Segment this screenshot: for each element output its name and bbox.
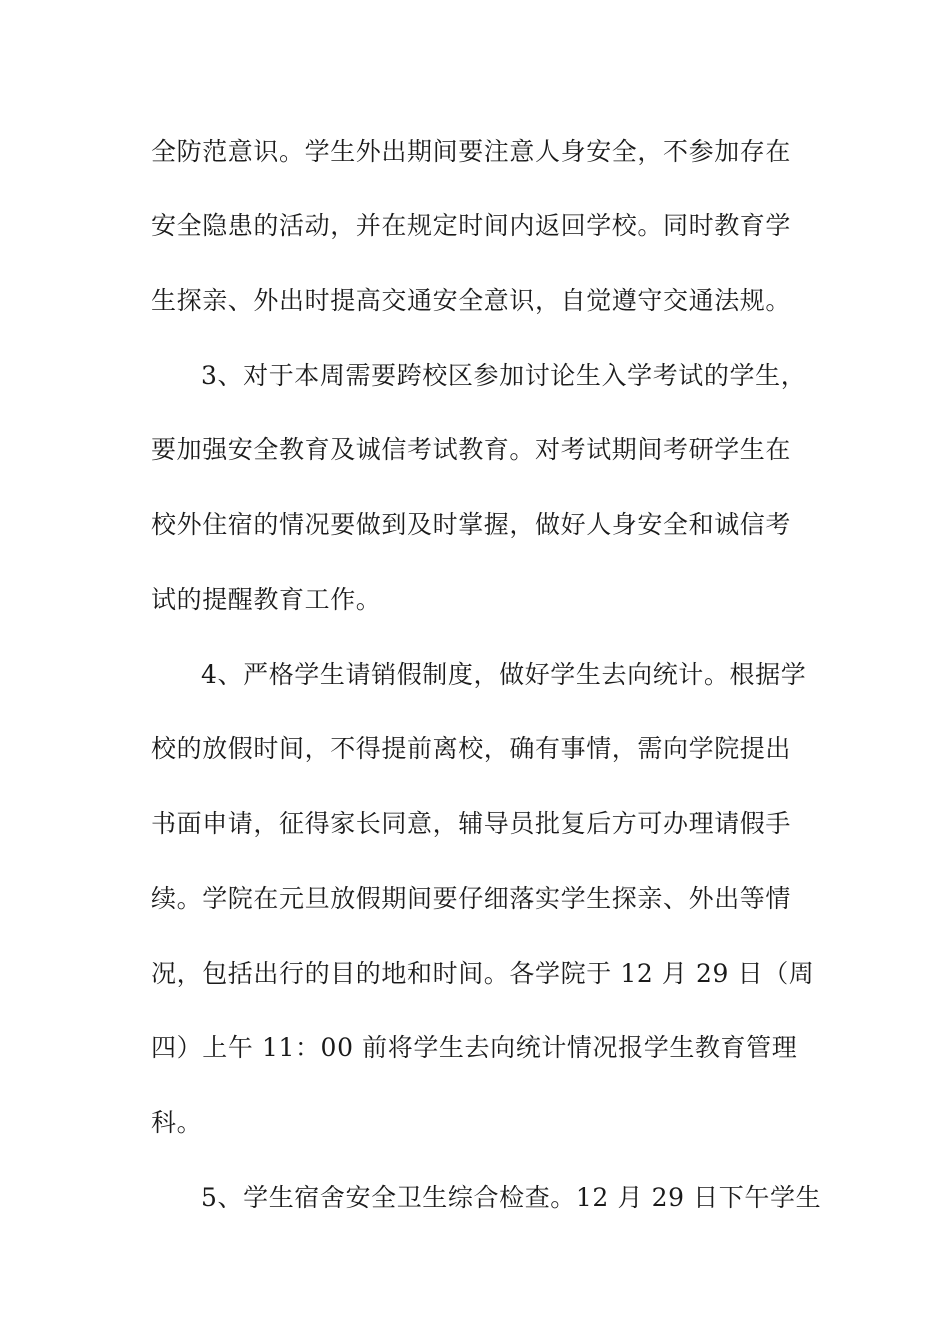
paragraph-3-start: 3、对于本周需要跨校区参加讨论生入学考试的学生， xyxy=(201,361,807,390)
text-line: 生探亲、外出时提高交通安全意识，自觉遵守交通法规。 xyxy=(151,286,792,315)
text-line: 续。学院在元旦放假期间要仔细落实学生探亲、外出等情 xyxy=(151,884,792,913)
paragraph-4-start: 4、严格学生请销假制度，做好学生去向统计。根据学 xyxy=(201,660,807,689)
text-line: 校的放假时间，不得提前离校，确有事情，需向学院提出 xyxy=(151,734,792,763)
text-line: 科。 xyxy=(151,1108,203,1137)
text-line: 全防范意识。学生外出期间要注意人身安全，不参加存在 xyxy=(151,137,792,166)
text-line: 试的提醒教育工作。 xyxy=(151,585,382,614)
paragraph-5-start: 5、学生宿舍安全卫生综合检查。12 月 29 日下午学生 xyxy=(201,1183,822,1212)
text-line: 安全隐患的活动，并在规定时间内返回学校。同时教育学 xyxy=(151,211,792,240)
text-line: 四）上午 11：00 前将学生去向统计情况报学生教育管理 xyxy=(151,1033,798,1062)
text-line: 书面申请，征得家长同意，辅导员批复后方可办理请假手 xyxy=(151,809,792,838)
text-line: 况，包括出行的目的地和时间。各学院于 12 月 29 日（周 xyxy=(151,959,815,988)
text-line: 要加强安全教育及诚信考试教育。对考试期间考研学生在 xyxy=(151,435,792,464)
text-line: 校外住宿的情况要做到及时掌握，做好人身安全和诚信考 xyxy=(151,510,792,539)
